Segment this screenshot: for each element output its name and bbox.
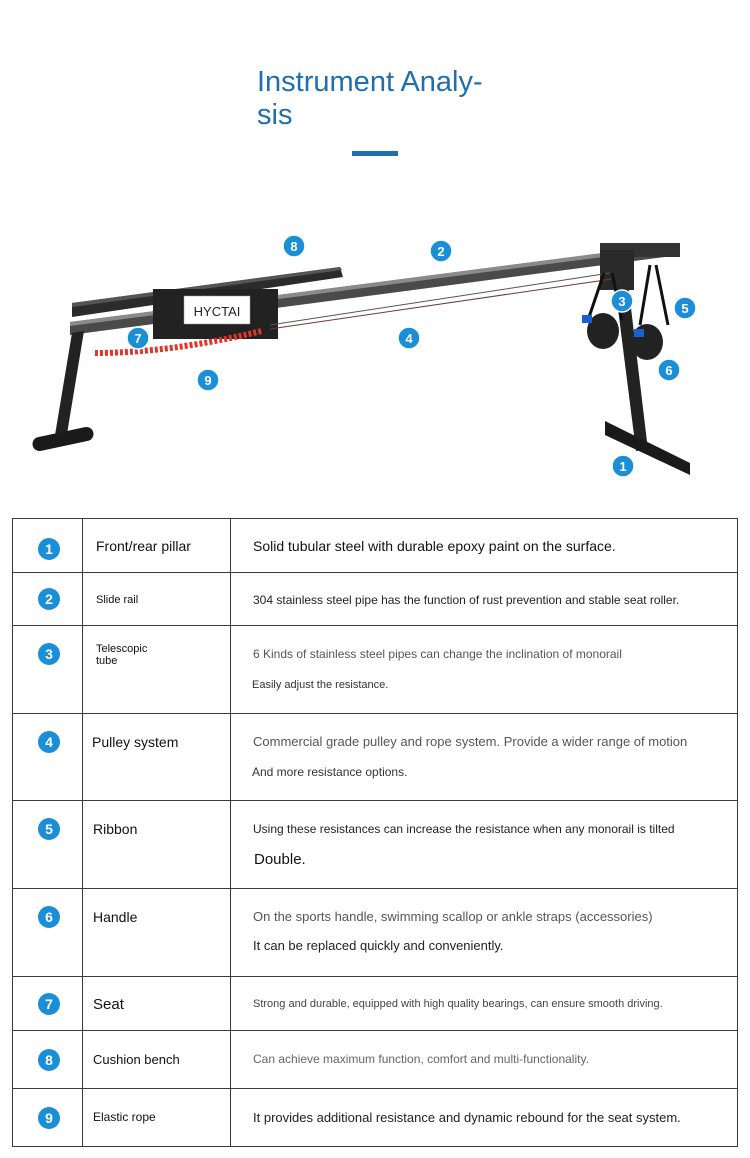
component-desc: 304 stainless steel pipe has the function of rust prevention and stable seat roller. — [253, 593, 680, 607]
component-name: Handle — [93, 909, 138, 925]
component-desc: Can achieve maximum function, comfort and multi-functionality. — [253, 1052, 589, 1066]
spec-table — [12, 518, 738, 1147]
marker-7 — [127, 327, 149, 349]
component-desc: Double. — [254, 851, 306, 868]
table-row — [13, 977, 738, 1031]
table-row — [13, 801, 738, 889]
component-desc: It can be replaced quickly and conveniently. — [253, 938, 504, 953]
rear-pillar — [54, 331, 84, 441]
component-desc: Commercial grade pulley and rope system. Provide a wider range of motion — [253, 734, 688, 749]
component-desc: And more resistance options. — [252, 765, 408, 779]
marker-4 — [398, 327, 420, 349]
component-desc: Strong and durable, equipped with high quality bearings, can ensure smooth driving. — [253, 998, 663, 1010]
number-badge: 3 — [38, 643, 60, 665]
svg-text:4: 4 — [405, 331, 413, 346]
svg-text:9: 9 — [204, 373, 212, 388]
component-desc: 6 Kinds of stainless steel pipes can change the inclination of monorail — [253, 647, 622, 661]
svg-text:7: 7 — [134, 331, 142, 346]
number-badge: 4 — [38, 731, 60, 753]
table-row — [13, 519, 738, 573]
number-badge: 8 — [38, 1049, 60, 1071]
table-row — [13, 1089, 738, 1147]
number-badge: 5 — [38, 818, 60, 840]
component-name: Pulley system — [92, 734, 179, 750]
component-name: Elastic rope — [93, 1110, 156, 1124]
table-row — [13, 573, 738, 626]
number-badge: 9 — [38, 1107, 60, 1129]
marker-8 — [283, 235, 305, 257]
component-desc: Using these resistances can increase the resistance when any monorail is tilted — [253, 822, 675, 836]
svg-text:2: 2 — [437, 244, 445, 259]
number-badge: 7 — [38, 993, 60, 1015]
marker-3 — [611, 290, 633, 312]
component-name: Telescopic tube — [96, 643, 148, 667]
page-title — [257, 66, 517, 132]
marker-5 — [674, 297, 696, 319]
title-underline — [352, 151, 398, 156]
svg-text:5: 5 — [681, 301, 689, 316]
product-illustration — [0, 225, 750, 495]
table-row — [13, 626, 738, 714]
component-name: Front/rear pillar — [96, 538, 191, 554]
component-name: Ribbon — [93, 821, 138, 837]
marker-6 — [658, 359, 680, 381]
number-badge: 6 — [38, 906, 60, 928]
number-badge: 1 — [38, 538, 60, 560]
component-desc: Easily adjust the resistance. — [252, 679, 389, 691]
svg-text:1: 1 — [619, 459, 627, 474]
component-desc: Solid tubular steel with durable epoxy paint on the surface. — [253, 538, 616, 554]
component-name: Cushion bench — [93, 1052, 180, 1067]
component-name: Slide rail — [96, 594, 139, 606]
brand-label: HYCTAI — [193, 304, 241, 319]
component-desc: It provides additional resistance and dynamic rebound for the seat system. — [253, 1110, 681, 1125]
table-row — [13, 714, 738, 801]
component-desc: On the sports handle, swimming scallop or ankle straps (accessories) — [253, 909, 653, 924]
table-row — [13, 1031, 738, 1089]
title-line-2: sis — [257, 99, 293, 131]
component-name: Seat — [93, 996, 124, 1013]
svg-text:8: 8 — [290, 239, 298, 254]
marker-1 — [612, 455, 634, 477]
marker-2 — [430, 240, 452, 262]
title-line-1: Instrument Analy- — [257, 66, 483, 98]
marker-9 — [197, 369, 219, 391]
number-badge: 2 — [38, 588, 60, 610]
svg-text:3: 3 — [618, 294, 626, 309]
svg-text:6: 6 — [665, 363, 673, 378]
table-row — [13, 889, 738, 977]
